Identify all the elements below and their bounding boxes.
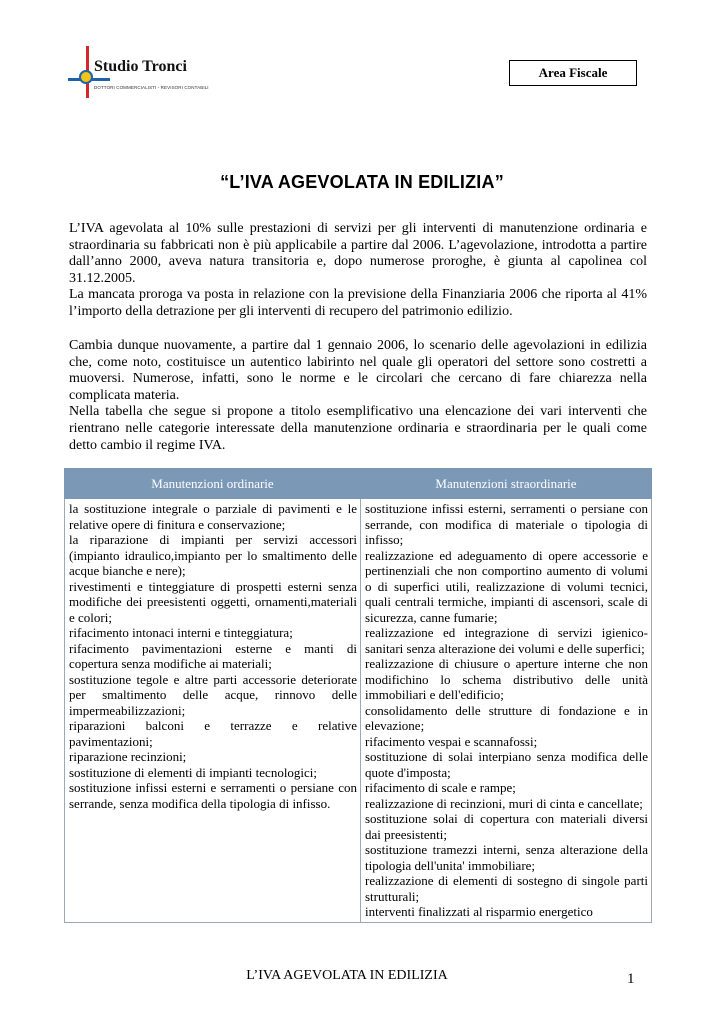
studio-logo [68,46,228,102]
list-item: realizzazione di elementi di sostegno di singole parti strutturali; [365,873,648,904]
straordinarie-cell [361,499,652,923]
list-item: sostituzione tramezzi interni, senza alterazione della tipologia dell'unita' immobiliare; [365,842,648,873]
list-item: realizzazione di recinzioni, muri di cinta e cancellate; [365,795,643,811]
list-item: sostituzione infissi esterni, serramenti o persiane con serrande, con modifica di materiale o tipologia di infisso; [365,501,648,547]
list-item: consolidamento delle strutture di fondazione e in elevazione; [365,702,648,733]
footer-title: L’IVA AGEVOLATA IN EDILIZIA [246,968,448,983]
list-item: realizzazione ed adeguamento di opere accessorie e pertinenziali che non comportino aumento di volumi o di superfici utili, realizzazione di volumi tecnici, quali centrali termiche, impianti di ascensori, scale di sicurezza, canne fumarie; [365,547,648,625]
list-item: rifacimento intonaci interni e tinteggiatura; [69,625,293,640]
paragraph-2: La mancata proroga va posta in relazione con la previsione della Finanziaria 2006 che riporta al 41% l’importo della detrazione per gli interventi di recupero del patrimonio edilizio. [69,287,647,319]
list-item: interventi finalizzati al risparmio energetico [365,904,593,919]
intro-block-2 [69,338,647,454]
list-item: riparazione recinzioni; [69,749,187,764]
ordinarie-cell [65,499,361,923]
logo-subtitle: DOTTORI COMMERCIALISTI - REVISORI CONTABILI [94,85,209,90]
list-item: realizzazione ed integrazione di servizi igienico-sanitari senza alterazione dei volumi e delle superfici; [365,625,648,656]
header-ordinarie: Manutenzioni ordinarie [65,469,361,499]
list-item: rivestimenti e tinteggiature di prospetti esterni senza modifiche dei preesistenti oggetti, ornamenti,materiali e colori; [69,578,357,625]
list-item: riparazioni balconi e terrazze e relative pavimentazioni; [69,718,357,749]
list-item: rifacimento di scale e rampe; [365,780,516,795]
area-label: Area Fiscale [509,60,637,86]
list-item: realizzazione di chiusure o aperture interne che non modifichino lo schema distributivo delle unità immobiliari e dell'edificio; [365,656,648,702]
list-item: sostituzione solai di copertura con materiali diversi dai preesistenti; [365,811,648,842]
list-item: la sostituzione integrale o parziale di pavimenti e le relative opere di finitura e conservazione; [69,501,357,532]
page-number: 1 [627,971,635,987]
logo-emblem-icon [79,70,93,84]
paragraph-4: Nella tabella che segue si propone a titolo esemplificativo una elencazione dei vari interventi che rientrano nelle categorie interessate della manutenzione ordinaria e straordinaria per le quali come detto cambio il regime IVA. [69,404,647,453]
list-item: la riparazione di impianti per servizi accessori (impianto idraulico,impianto per lo smaltimento delle acque bianche e nere); [69,532,357,578]
logo-name: Studio Tronci [94,58,187,75]
header-straordinarie: Manutenzioni straordinarie [361,469,652,499]
list-item: sostituzione tegole e altre parti accessorie deteriorate per smaltimento delle acque, rinnovo delle impermeabilizzazioni; [69,671,357,718]
document-title: “L’IVA AGEVOLATA IN EDILIZIA” [220,172,504,192]
list-item: rifacimento pavimentazioni esterne e manti di copertura senza modifiche ai materiali; [69,640,357,671]
list-item: sostituzione di solai interpiano senza modifica delle quote d'imposta; [365,749,648,780]
intro-block-1 [69,221,647,321]
list-item: sostituzione infissi esterni e serramenti o persiane con serrande, senza modifica della tipologia di infisso. [69,780,357,811]
list-item: sostituzione di elementi di impianti tecnologici; [69,764,318,780]
list-item: rifacimento vespai e scannafossi; [365,733,538,749]
interventions-table [64,468,652,923]
paragraph-3: Cambia dunque nuovamente, a partire dal 1 gennaio 2006, lo scenario delle agevolazioni in edilizia che, come noto, costituisce un autentico labirinto nel quale gli operatori del settore sono costretti a muoversi. Numerose, infatti, sono le norme e le circolari che cercano di fare chiarezza nella complicata materia. [69,338,647,403]
paragraph-1: L’IVA agevolata al 10% sulle prestazioni di servizi per gli interventi di manutenzione ordinaria e straordinaria su fabbricati non è più applicabile a partire dal 2006. L’agevolazione, introdotta a partire dall’anno 2000, aveva natura transitoria e, dopo numerose proroghe, è giunta al capolinea col 31.12.2005. [69,221,647,286]
